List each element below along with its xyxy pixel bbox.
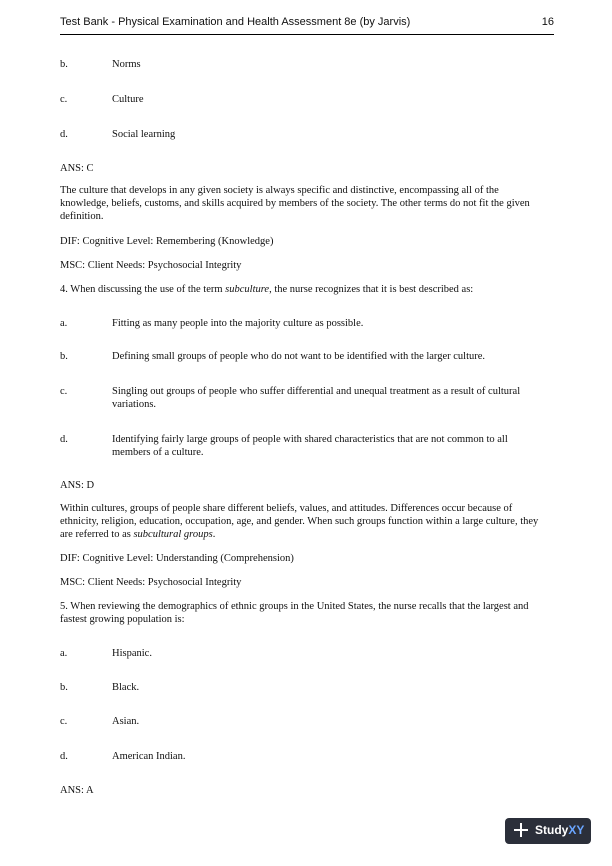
q4-stem — [60, 283, 550, 296]
brand-accent: XY — [568, 823, 585, 837]
option-letter: d. — [60, 129, 68, 140]
q4-stem-before: 4. When discussing the use of the term — [60, 284, 226, 295]
q4-difficulty: DIF: Cognitive Level: Understanding (Comprehension) — [60, 553, 294, 564]
option-text: Black. — [112, 682, 140, 693]
option-letter: c. — [60, 716, 68, 727]
option-text: American Indian. — [112, 751, 186, 762]
brand-main: Study — [535, 823, 569, 837]
option-text: Asian. — [112, 716, 140, 727]
brand-name — [535, 823, 584, 837]
page-header — [60, 16, 554, 35]
option-letter: b. — [60, 682, 68, 693]
q4-stem-term: subculture — [225, 284, 270, 295]
option-letter: a. — [60, 648, 68, 659]
q4-rationale-term: subcultural groups — [133, 529, 213, 540]
option-text: Defining small groups of people who do not want to be identified with the larger culture. — [112, 351, 486, 362]
q3-msc: MSC: Client Needs: Psychosocial Integrity — [60, 260, 242, 271]
option-letter: a. — [60, 318, 68, 329]
option-letter: b. — [60, 351, 68, 362]
option-text: Norms — [112, 59, 141, 70]
q4-rationale — [60, 502, 550, 541]
q3-difficulty: DIF: Cognitive Level: Remembering (Knowledge) — [60, 236, 274, 247]
page-number: 16 — [541, 16, 554, 28]
option-letter: c. — [60, 386, 68, 397]
option-text: Social learning — [112, 129, 176, 140]
option-letter: d. — [60, 434, 68, 445]
q5-answer: ANS: A — [60, 785, 94, 796]
q4-rationale-after: . — [212, 529, 216, 540]
q3-answer: ANS: C — [60, 163, 94, 174]
q4-answer: ANS: D — [60, 480, 95, 491]
studyxy-badge[interactable] — [505, 818, 591, 844]
option-letter: c. — [60, 94, 68, 105]
option-text: Culture — [112, 94, 144, 105]
option-text: Hispanic. — [112, 648, 152, 659]
plus-icon — [513, 822, 529, 838]
q4-stem-after: , the nurse recognizes that it is best described as: — [269, 284, 474, 295]
option-text: Fitting as many people into the majority culture as possible. — [112, 318, 364, 329]
q3-rationale: The culture that develops in any given society is always specific and distinctive, encompassing all of the knowledge, beliefs, customs, and skills acquired by members of the society. The other terms do not fit the given definition. — [60, 185, 530, 222]
q4-rationale-before: Within cultures, groups of people share different beliefs, values, and attitudes. Differences occur because of ethnicity, religion, education, occupation, age, and gender. When such groups function within a large culture, they are referred to as — [60, 503, 539, 540]
option-letter: d. — [60, 751, 68, 762]
header-title: Test Bank - Physical Examination and Health Assessment 8e (by Jarvis) — [60, 16, 411, 28]
option-text: Singling out groups of people who suffer differential and unequal treatment as a result of cultural variations. — [112, 386, 521, 410]
q5-stem: 5. When reviewing the demographics of ethnic groups in the United States, the nurse recalls that the largest and fastest growing population is: — [60, 601, 529, 625]
option-text: Identifying fairly large groups of people with shared characteristics that are not common to all members of a culture. — [112, 434, 508, 458]
option-letter: b. — [60, 59, 68, 70]
q4-msc: MSC: Client Needs: Psychosocial Integrity — [60, 577, 242, 588]
